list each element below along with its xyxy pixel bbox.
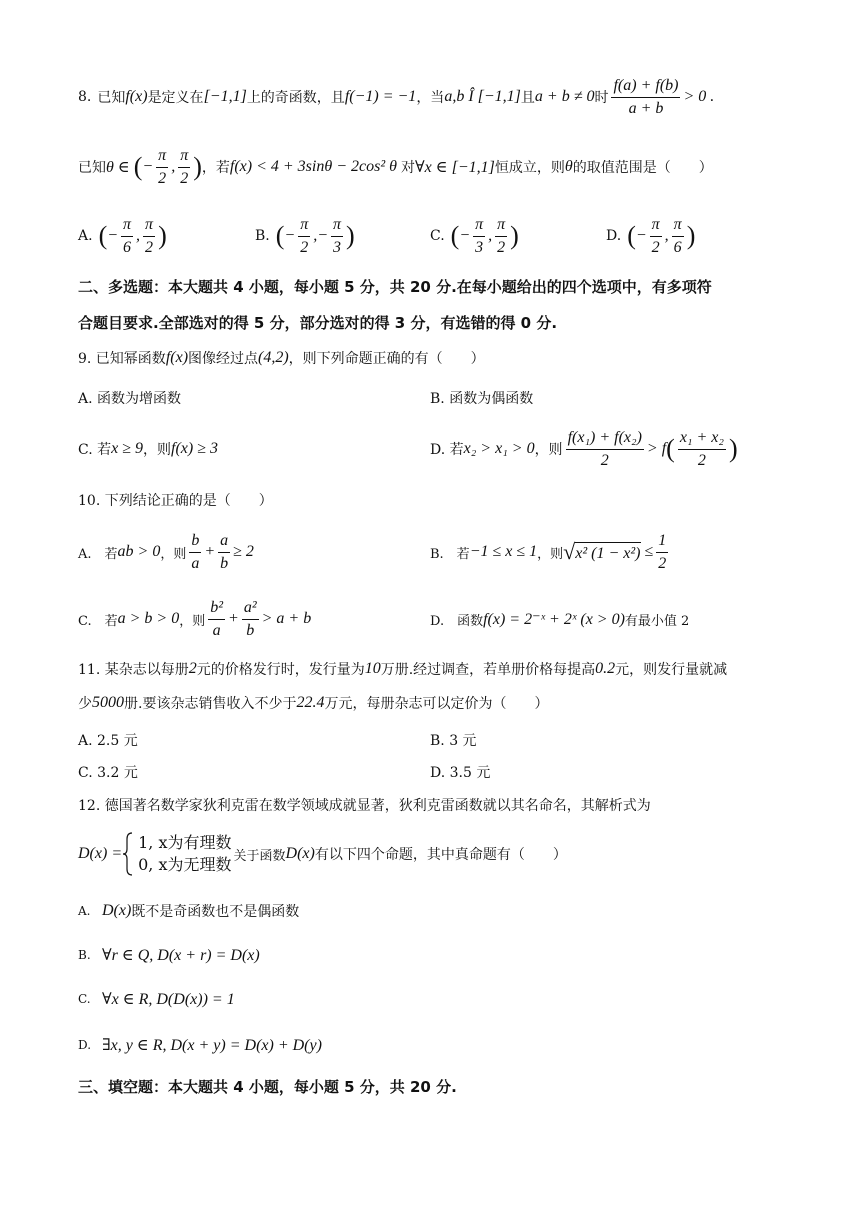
q10-c-cond: a > b > 0 bbox=[117, 610, 180, 627]
q8-fraction-numerator: f(a) + f(b) bbox=[611, 76, 680, 97]
q8-text: 且 bbox=[520, 90, 535, 106]
q8-theta-in: θ ∈ bbox=[106, 159, 130, 176]
option-label: A. bbox=[78, 228, 93, 244]
sign: − bbox=[284, 227, 296, 244]
q11-stem-line2 bbox=[78, 690, 548, 716]
q10-c-tail: > a + b bbox=[261, 610, 312, 627]
q10-a-frac2 bbox=[218, 531, 230, 572]
frac-num: π bbox=[298, 215, 310, 236]
q11-number: 22.4 bbox=[296, 694, 325, 711]
option-label: C. 若 bbox=[78, 442, 112, 458]
q8-option-b bbox=[255, 212, 355, 260]
frac-den: 6 bbox=[673, 238, 682, 256]
comma: , bbox=[664, 227, 669, 244]
q11-option-b: B. 3 元 bbox=[430, 733, 477, 749]
option-label: B. bbox=[78, 948, 91, 962]
q8-text: 时 bbox=[594, 90, 609, 106]
q12-b-expr: ∀r ∈ Q, D(x + r) = D(x) bbox=[102, 947, 260, 964]
q12-option-b bbox=[78, 942, 260, 968]
frac-num: a² bbox=[242, 598, 259, 619]
option-label: D. 函数 bbox=[430, 613, 484, 629]
open-paren: ( bbox=[450, 221, 460, 250]
open-paren: ( bbox=[98, 221, 108, 250]
sign: − bbox=[107, 227, 119, 244]
option-text: 既不是奇函数也不是偶函数 bbox=[131, 904, 300, 920]
q9-c-cond: x ≥ 9 bbox=[111, 440, 144, 457]
option-text: 有最小值 2 bbox=[624, 613, 690, 629]
frac-num: f(x₁) + f(x₂) bbox=[566, 428, 644, 449]
frac-num: a bbox=[218, 531, 230, 552]
q12-stem-line1: 12. 德国著名数学家狄利克雷在数学领域成就显著，狄利克雷函数就以其名命名，其解析式为 bbox=[78, 798, 651, 814]
q10-stem: 10. 下列结论正确的是（ ） bbox=[78, 493, 273, 509]
q8-stem-line2 bbox=[78, 142, 713, 192]
q10-a-tail: ≥ 2 bbox=[233, 543, 254, 560]
frac-num: π bbox=[156, 146, 168, 167]
q8-interval: [−1,1] bbox=[203, 88, 247, 105]
q9-option-c bbox=[78, 434, 218, 464]
sqrt-icon: √ bbox=[563, 539, 576, 564]
option-label: A. 若 bbox=[78, 546, 118, 562]
q9-d-gt: > f bbox=[646, 440, 667, 457]
frac-den: 2 bbox=[180, 169, 189, 187]
option-label: C. 若 bbox=[78, 613, 118, 629]
q11-stem-line1 bbox=[78, 656, 727, 682]
q11-text: 万元，每册杂志可以定价为（ ） bbox=[324, 696, 549, 712]
q10-b-cond: −1 ≤ x ≤ 1 bbox=[469, 543, 538, 560]
q11-text: 11. 某杂志以每册 bbox=[78, 662, 189, 678]
q8-text: 是定义在 bbox=[147, 90, 204, 106]
frac-den: 2 bbox=[497, 238, 506, 256]
q8-text: 上的奇函数，且 bbox=[246, 90, 345, 106]
q11-text: 元的价格发行时，发行量为 bbox=[196, 662, 365, 678]
open-paren: ( bbox=[627, 221, 636, 250]
q10-b-radicand: x² (1 − x²) bbox=[575, 542, 640, 563]
q12-text: 关于函数 bbox=[233, 848, 286, 864]
option-label: C. bbox=[78, 992, 91, 1006]
close-paren: ) bbox=[346, 221, 355, 250]
frac-num: b² bbox=[208, 598, 225, 619]
sign: − bbox=[635, 227, 647, 244]
q8-option-a bbox=[78, 212, 167, 260]
q8-text: 恒成立，则 bbox=[494, 160, 565, 176]
frac-num: b bbox=[189, 531, 201, 552]
q8-condition: f(−1) = −1 bbox=[344, 88, 417, 105]
q8-pi-over-2 bbox=[156, 146, 168, 187]
le-sign: ≤ bbox=[644, 543, 654, 560]
frac-den: 2 bbox=[658, 554, 667, 572]
q8-text: ，若 bbox=[201, 160, 230, 176]
q9-d-cond: x₂ > x₁ > 0 bbox=[463, 440, 535, 457]
q11-number: 0.2 bbox=[595, 660, 616, 677]
frac-num: π bbox=[672, 215, 684, 236]
option-label: B. bbox=[255, 228, 270, 244]
q8-text: 对 bbox=[400, 160, 415, 176]
q8-greater-zero: > 0 . bbox=[683, 88, 715, 105]
q9-point: (4,2) bbox=[258, 349, 289, 366]
left-brace-icon bbox=[122, 832, 134, 876]
option-label: A. bbox=[78, 904, 91, 918]
q9-option-b: B. 函数为偶函数 bbox=[430, 391, 534, 407]
q8-ab-range: a,b Î [−1,1] bbox=[444, 88, 521, 105]
open-paren: ( bbox=[133, 152, 143, 181]
comma: , bbox=[136, 227, 141, 244]
q11-number: 10 bbox=[364, 660, 381, 677]
frac-num: π bbox=[331, 215, 343, 236]
q12-option-c bbox=[78, 986, 235, 1012]
q8-option-d bbox=[606, 212, 695, 260]
frac-num: π bbox=[121, 215, 133, 236]
q12-dirichlet-def: D(x) = bbox=[78, 845, 123, 862]
q9-text: ，则下列命题正确的有（ ） bbox=[288, 351, 485, 367]
q9-fx: f(x) bbox=[165, 349, 189, 366]
q8-text: 的取值范围是（ ） bbox=[572, 160, 713, 176]
q11-number: 5000 bbox=[92, 694, 124, 711]
q11-text: 少 bbox=[78, 696, 92, 712]
frac-den: 3 bbox=[475, 238, 484, 256]
frac-den: 2 bbox=[697, 451, 706, 469]
frac-num: 1 bbox=[656, 531, 668, 552]
q8-option-c bbox=[430, 212, 519, 260]
frac-den: a bbox=[191, 554, 200, 572]
sign: − bbox=[459, 227, 471, 244]
q9-text: 图像经过点 bbox=[188, 351, 259, 367]
frac-num: x₁ + x₂ bbox=[678, 428, 726, 449]
q12-case-irrational: 0, x为无理数 bbox=[138, 855, 232, 874]
minus-sign: − bbox=[142, 158, 154, 175]
comma: , bbox=[313, 227, 318, 244]
option-fraction-1 bbox=[473, 215, 485, 256]
frac-den: 3 bbox=[333, 238, 342, 256]
option-fraction-2 bbox=[143, 215, 155, 256]
q11-text: 元，则发行量就减 bbox=[615, 662, 728, 678]
q11-option-c: C. 3.2 元 bbox=[78, 765, 138, 781]
q9-option-d bbox=[430, 424, 738, 474]
q8-fraction bbox=[611, 76, 680, 117]
q8-theta: θ bbox=[564, 158, 573, 175]
q9-c-result: f(x) ≥ 3 bbox=[171, 440, 218, 457]
q8-inequality: f(x) < 4 + 3sinθ − 2cos² θ bbox=[229, 158, 397, 175]
q12-case-rational: 1, x为有理数 bbox=[138, 833, 232, 853]
question-number: 8. bbox=[78, 89, 92, 105]
q9-d-fraction bbox=[566, 428, 644, 469]
frac-num: π bbox=[178, 146, 190, 167]
option-fraction-1 bbox=[121, 215, 133, 256]
option-label: C. bbox=[430, 228, 445, 244]
option-text: ，则 bbox=[179, 613, 206, 629]
option-text: ，则 bbox=[143, 442, 172, 458]
q9-option-a: A. 函数为增函数 bbox=[78, 391, 182, 407]
q8-fx: f(x) bbox=[125, 88, 148, 105]
sign: − bbox=[317, 227, 329, 244]
option-fraction-2 bbox=[495, 215, 507, 256]
comma: , bbox=[488, 227, 493, 244]
q8-text: 已知 bbox=[78, 160, 106, 176]
q11-text: 册.要该杂志销售收入不少于 bbox=[124, 696, 297, 712]
q8-ab-nonzero: a + b ≠ 0 bbox=[534, 88, 595, 105]
q12-c-expr: ∀x ∈ R, D(D(x)) = 1 bbox=[102, 991, 235, 1008]
close-paren: ) bbox=[686, 221, 696, 250]
open-paren: ( bbox=[275, 221, 285, 250]
option-label: D. bbox=[78, 1038, 92, 1052]
q11-text: 万册.经过调查，若单册价格每提高 bbox=[380, 662, 596, 678]
frac-den: b bbox=[246, 621, 255, 639]
q12-option-d bbox=[78, 1032, 322, 1058]
q10-option-d bbox=[430, 604, 689, 634]
option-text: ，则 bbox=[160, 546, 187, 562]
close-paren: ) bbox=[193, 152, 202, 181]
option-fraction-2 bbox=[331, 215, 343, 256]
q11-number: 2 bbox=[188, 660, 197, 677]
q12-d-expr: ∃x, y ∈ R, D(x + y) = D(x) + D(y) bbox=[102, 1037, 322, 1054]
q12-option-a bbox=[78, 898, 299, 924]
q10-c-frac2 bbox=[242, 598, 259, 639]
option-label: D. 若 bbox=[430, 442, 464, 458]
q12-a-expr: D(x) bbox=[102, 902, 132, 919]
frac-den: 2 bbox=[145, 238, 154, 256]
q12-text: 有以下四个命题，其中真命题有（ ） bbox=[314, 847, 567, 863]
frac-den: b bbox=[220, 554, 229, 572]
q10-a-frac1 bbox=[189, 531, 201, 572]
close-paren: ) bbox=[728, 434, 738, 463]
q12-dx: D(x) bbox=[285, 845, 315, 862]
comma: , bbox=[171, 158, 176, 175]
q10-option-c bbox=[78, 594, 311, 644]
frac-num: π bbox=[473, 215, 485, 236]
close-paren: ) bbox=[158, 221, 167, 250]
q12-stem-line2 bbox=[78, 828, 567, 880]
option-fraction-1 bbox=[650, 215, 662, 256]
q8-fraction-denominator: a + b bbox=[628, 99, 664, 117]
frac-num: π bbox=[495, 215, 507, 236]
option-label: B. 若 bbox=[430, 546, 470, 562]
option-fraction-1 bbox=[298, 215, 310, 256]
q11-option-a: A. 2.5 元 bbox=[78, 733, 138, 749]
option-text: ，则 bbox=[534, 442, 563, 458]
frac-den: 2 bbox=[651, 238, 660, 256]
frac-den: 6 bbox=[123, 238, 132, 256]
section-3-header: 三、填空题：本大题共 4 小题，每小题 5 分，共 20 分. bbox=[78, 1077, 457, 1096]
section-2-header-line1: 二、多选题：本大题共 4 小题，每小题 5 分，共 20 分.在每小题给出的四个选项中，有多项符 bbox=[78, 277, 712, 296]
q9-text: 9. 已知幂函数 bbox=[78, 351, 166, 367]
q11-option-d: D. 3.5 元 bbox=[430, 765, 491, 781]
frac-den: 2 bbox=[300, 238, 309, 256]
q8-pi-over-2b bbox=[178, 146, 190, 187]
q10-d-expr: f(x) = 2⁻ˣ + 2ˣ (x > 0) bbox=[483, 611, 625, 628]
q10-option-a bbox=[78, 528, 254, 576]
q8-text: ，当 bbox=[416, 90, 445, 106]
section-2-header-line2: 合题目要求.全部选对的得 5 分，部分选对的得 3 分，有选错的得 0 分. bbox=[78, 313, 558, 332]
q8-text: 已知 bbox=[97, 90, 126, 106]
plus-sign: + bbox=[204, 543, 216, 560]
q9-d-fraction2 bbox=[678, 428, 726, 469]
option-label: D. bbox=[606, 228, 622, 244]
q10-b-frac bbox=[656, 531, 668, 572]
q9-stem bbox=[78, 344, 485, 372]
plus-sign: + bbox=[228, 610, 239, 627]
q8-forall: ∀x ∈ [−1,1] bbox=[414, 159, 495, 176]
q10-option-b bbox=[430, 528, 671, 576]
option-text: ，则 bbox=[537, 546, 564, 562]
q10-a-cond: ab > 0 bbox=[117, 543, 161, 560]
option-fraction-2 bbox=[672, 215, 684, 256]
frac-num: π bbox=[143, 215, 155, 236]
open-paren: ( bbox=[666, 434, 675, 463]
frac-den: 2 bbox=[158, 169, 167, 187]
close-paren: ) bbox=[510, 221, 519, 250]
frac-den: 2 bbox=[600, 451, 609, 469]
q10-c-frac1 bbox=[208, 598, 225, 639]
q12-cases bbox=[138, 832, 231, 875]
frac-den: a bbox=[212, 621, 221, 639]
frac-num: π bbox=[650, 215, 662, 236]
q8-stem-line1 bbox=[78, 74, 714, 120]
